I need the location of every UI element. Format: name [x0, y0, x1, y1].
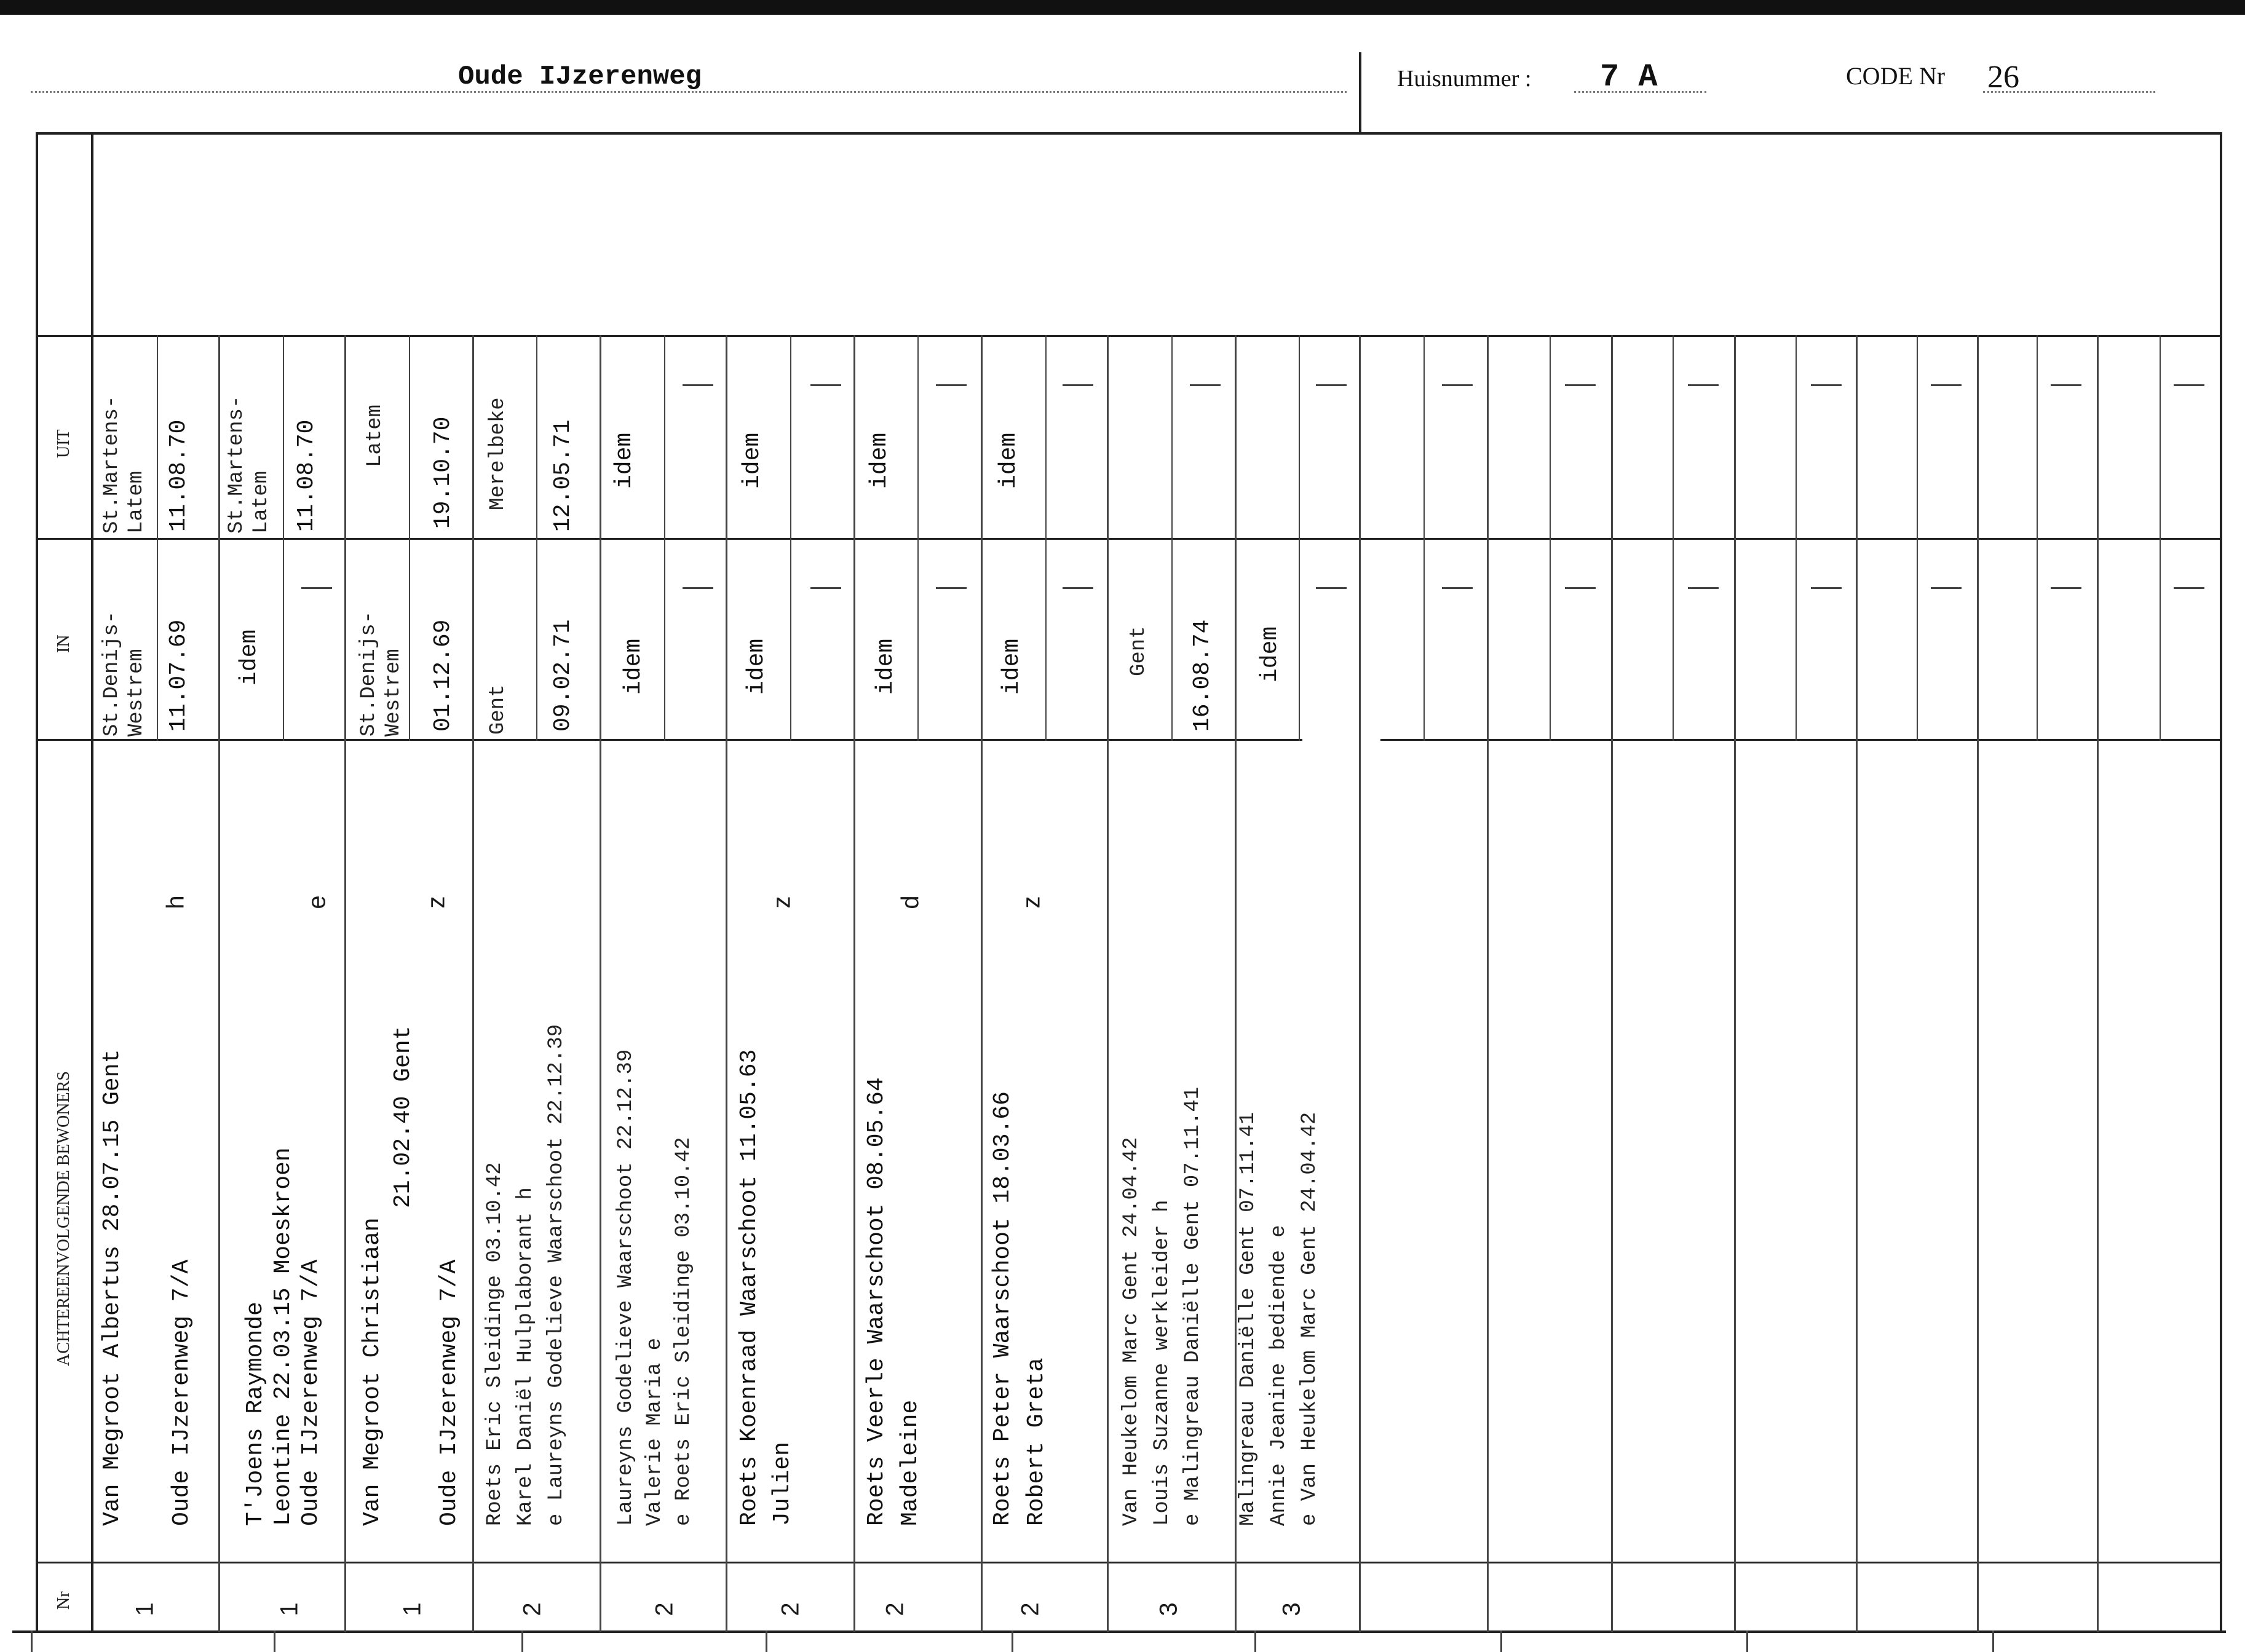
resident-name-line: e Laureyns Godelieve Waarschoot 22.12.39	[545, 1024, 568, 1526]
uit-place: Merelbeke	[486, 397, 510, 510]
nr-section-top	[36, 1562, 2222, 1563]
subcolumn-divider	[1917, 335, 1918, 741]
column-divider	[853, 335, 855, 1632]
column-divider	[1359, 335, 1361, 1632]
code-dotline	[1983, 91, 2155, 93]
row-number: 3	[1155, 1602, 1182, 1616]
nr-label: Nr	[54, 1591, 73, 1610]
empty-dash	[1931, 384, 1962, 386]
huisnummer-dotline	[1574, 91, 1706, 93]
resident-name-line: Roets Koenraad Waarschoot 11.05.63	[736, 1049, 762, 1526]
resident-name-line: Van Megroot Albertus 28.07.15 Gent	[99, 1049, 125, 1526]
empty-dash	[1565, 587, 1596, 589]
in-place: Gent	[486, 684, 510, 735]
subcolumn-divider	[409, 335, 410, 741]
in-date: 16.08.74	[1189, 619, 1216, 732]
column-divider	[472, 335, 474, 1632]
resident-name-line: Robert Greta	[1023, 1358, 1050, 1526]
column-divider	[981, 335, 983, 1632]
in-place: idem	[999, 638, 1025, 695]
empty-dash	[1565, 384, 1596, 386]
bewoners-section-top	[36, 739, 1302, 741]
empty-dash	[2051, 587, 2081, 589]
label-column-divider	[91, 132, 93, 1632]
uit-date: 11.08.70	[293, 419, 320, 532]
in-label: IN	[54, 634, 73, 653]
resident-address-line: Oude IJzerenweg 7/A	[436, 1259, 462, 1526]
row-number: 3	[1278, 1602, 1305, 1616]
resident-name-line: e Roets Eric Sleidinge 03.10.42	[672, 1137, 695, 1526]
empty-dash	[1442, 587, 1473, 589]
empty-dash	[810, 384, 841, 386]
empty-dash	[1442, 384, 1473, 386]
column-divider	[218, 335, 220, 1632]
street-name: Oude IJzerenweg	[458, 61, 702, 92]
row-number: 2	[518, 1602, 546, 1616]
row-number: 2	[1016, 1602, 1044, 1616]
row-number: 2	[881, 1602, 909, 1616]
uit-place: St.Martens- Latem	[100, 395, 148, 534]
uit-date: 11.08.70	[165, 419, 192, 532]
subcolumn-divider	[157, 335, 158, 741]
bottom-tick	[1254, 1630, 1256, 1652]
subcolumn-divider	[664, 335, 665, 741]
resident-name-line: e Malingreau Daniëlle Gent 07.11.41	[1181, 1086, 1205, 1526]
resident-name-line: Roets Peter Waarschoot 18.03.66	[989, 1091, 1016, 1526]
column-divider	[726, 335, 727, 1632]
street-dotline	[31, 91, 1347, 93]
uit-section-top	[36, 335, 2222, 337]
resident-name-line: Leontine 22.03.15 Moeskroen	[270, 1147, 296, 1526]
in-section-top	[36, 538, 2222, 540]
in-date: 09.02.71	[550, 619, 576, 732]
column-divider	[1107, 335, 1109, 1632]
uit-place: Latem	[363, 404, 387, 467]
uit-date: 12.05.71	[550, 419, 576, 532]
subcolumn-divider	[2037, 335, 2038, 741]
code-value: 26	[1987, 60, 2019, 95]
uit-date: 19.10.70	[430, 416, 456, 529]
empty-dash	[2174, 384, 2204, 386]
resident-address-line: Oude IJzerenweg 7/A	[298, 1259, 324, 1526]
column-divider	[344, 335, 346, 1632]
resident-name-line: Roets Veerle Waarschoot 08.05.64	[863, 1077, 890, 1526]
resident-address-line: Oude IJzerenweg 7/A	[168, 1259, 195, 1526]
uit-place: St.Martens- Latem	[225, 395, 273, 534]
in-place: St.Denijs- Westrem	[357, 611, 405, 737]
bottom-tick	[274, 1630, 275, 1652]
header-divider	[1359, 52, 1361, 132]
row-number: 2	[651, 1602, 678, 1616]
subcolumn-divider	[1796, 335, 1797, 741]
resident-name-line: Valerie Maria e	[643, 1337, 667, 1526]
in-date: 11.07.69	[165, 619, 192, 732]
subcolumn-divider	[1171, 335, 1173, 741]
resident-name-line: T'Joens Raymonde	[242, 1302, 269, 1526]
sex-mark: z	[422, 896, 450, 909]
subcolumn-divider	[1550, 335, 1551, 741]
resident-name-line: Van Megroot Christiaan	[359, 1217, 386, 1526]
subcolumn-divider	[2160, 335, 2161, 741]
empty-dash	[1811, 587, 1842, 589]
resident-name-line: Malingreau Daniëlle Gent 07.11.41	[1237, 1112, 1260, 1526]
in-place: Gent	[1127, 626, 1150, 676]
in-date: 01.12.69	[430, 619, 456, 732]
empty-dash	[2174, 587, 2204, 589]
empty-dash	[301, 587, 332, 589]
column-divider	[1487, 335, 1489, 1632]
sex-mark: h	[162, 895, 189, 909]
empty-dash	[1063, 384, 1093, 386]
in-place: idem	[873, 638, 899, 695]
uit-place: idem	[611, 432, 638, 489]
bottom-tick	[521, 1630, 523, 1652]
empty-dash	[1316, 384, 1347, 386]
uit-label: UIT	[54, 429, 73, 458]
column-divider	[1611, 335, 1613, 1632]
subcolumn-divider	[917, 335, 919, 741]
empty-dash	[1811, 384, 1842, 386]
in-place: idem	[236, 629, 263, 686]
sex-mark: e	[303, 895, 331, 909]
resident-name-line: Louis Suzanne werkleider h	[1150, 1199, 1174, 1526]
empty-dash	[683, 384, 713, 386]
subcolumn-divider	[1673, 335, 1674, 741]
resident-name-line: e Van Heukelom Marc Gent 24.04.42	[1298, 1112, 1321, 1526]
row-number: 2	[777, 1602, 804, 1616]
row-number: 1	[398, 1602, 426, 1616]
uit-place: idem	[739, 432, 766, 489]
empty-dash	[810, 587, 841, 589]
bottom-tick	[766, 1630, 767, 1652]
empty-dash	[683, 587, 713, 589]
table-top-border	[36, 132, 2222, 135]
in-place: idem	[743, 638, 770, 695]
column-divider	[1856, 335, 1858, 1632]
table-right-border	[2220, 132, 2222, 1632]
bottom-tick	[1992, 1630, 1994, 1652]
empty-dash	[1316, 587, 1347, 589]
resident-name-line: Madeleine	[897, 1399, 924, 1526]
row-number: 1	[275, 1602, 303, 1616]
sex-mark: z	[1018, 896, 1045, 909]
uit-place: idem	[996, 432, 1022, 489]
subcolumn-divider	[790, 335, 791, 741]
row-number: 1	[131, 1602, 159, 1616]
bottom-tick	[1500, 1630, 1502, 1652]
subcolumn-divider	[283, 335, 284, 741]
column-divider	[1734, 335, 1736, 1632]
empty-dash	[1190, 384, 1221, 386]
resident-name-line: Van Heukelom Marc Gent 24.04.42	[1120, 1137, 1143, 1526]
subcolumn-divider	[1299, 335, 1300, 741]
empty-dash	[1688, 587, 1719, 589]
resident-name-line: Julien	[769, 1442, 796, 1526]
in-place: idem	[1257, 626, 1283, 682]
sex-mark: d	[897, 895, 924, 909]
in-place: St.Denijs- Westrem	[100, 611, 148, 737]
resident-name-line: Laureyns Godelieve Waarschoot 22.12.39	[614, 1049, 638, 1526]
bewoners-label: ACHTEREENVOLGENDE BEWONERS	[54, 1071, 73, 1366]
column-divider	[1977, 335, 1979, 1632]
bottom-tick	[1012, 1630, 1013, 1652]
subcolumn-divider	[536, 335, 537, 741]
empty-dash	[1063, 587, 1093, 589]
in-place: idem	[620, 638, 647, 695]
code-label: CODE Nr	[1846, 62, 1946, 90]
sex-mark: z	[768, 896, 796, 909]
bottom-tick	[1746, 1630, 1748, 1652]
empty-dash	[936, 587, 967, 589]
empty-dash	[936, 384, 967, 386]
empty-dash	[1688, 384, 1719, 386]
resident-name-line: Annie Jeanine bediende e	[1267, 1225, 1291, 1526]
empty-dash	[2051, 384, 2081, 386]
resident-name-line: Karel Daniël Hulplaborant h	[514, 1187, 537, 1526]
huisnummer-label: Huisnummer :	[1397, 66, 1532, 92]
uit-place: idem	[866, 432, 893, 489]
resident-name-line: 21.02.40 Gent	[390, 1026, 416, 1208]
column-divider	[2097, 335, 2099, 1632]
table-left-border	[36, 132, 38, 1632]
resident-name-line: Roets Eric Sleidinge 03.10.42	[483, 1162, 507, 1526]
huisnummer-value: 7 A	[1600, 59, 1658, 95]
scan-top-border	[0, 0, 2245, 15]
empty-dash	[1931, 587, 1962, 589]
subcolumn-divider	[1423, 335, 1425, 741]
bottom-tick	[31, 1630, 33, 1652]
column-divider	[600, 335, 601, 1632]
subcolumn-divider	[1045, 335, 1047, 741]
bewoners-section-top-right	[1380, 739, 2222, 741]
